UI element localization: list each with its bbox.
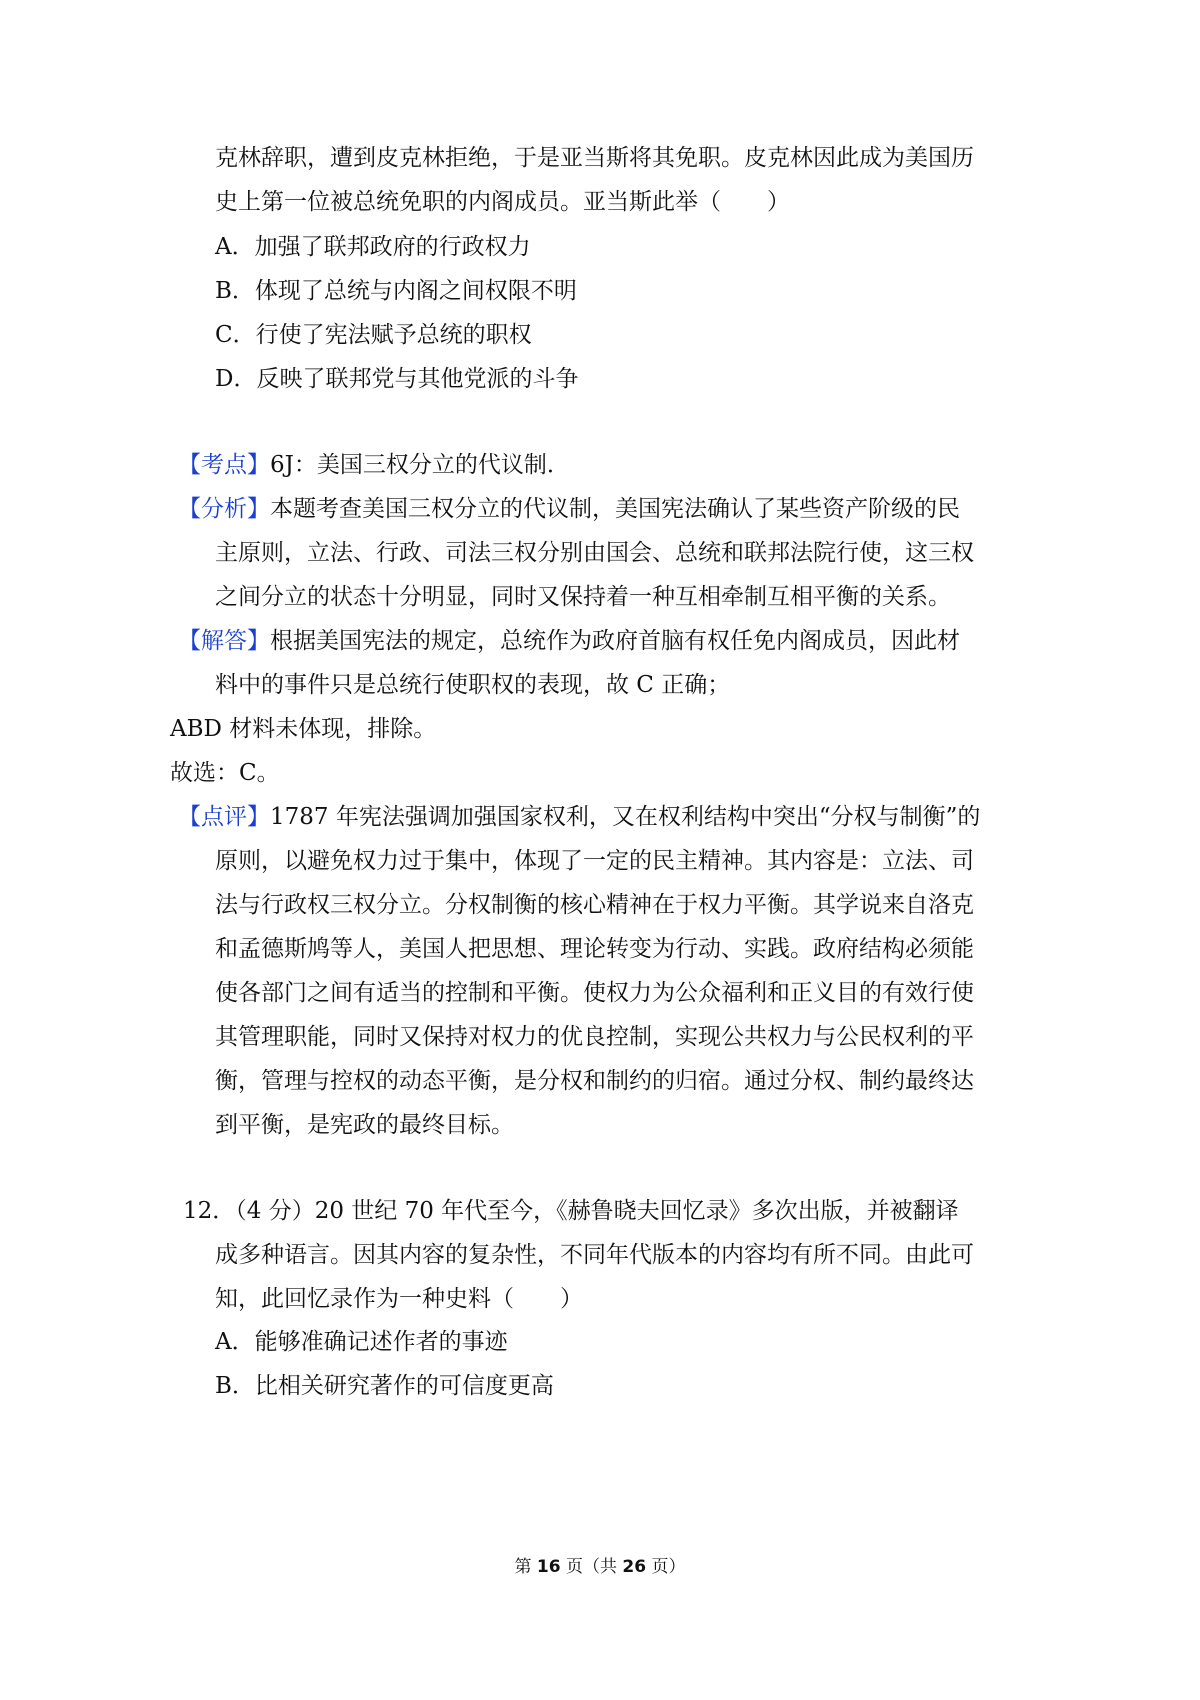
q11-stem-line-2: 史上第一位被总统免职的内阁成员。亚当斯此举（ ） — [215, 189, 790, 215]
fenxi-line-1 — [178, 494, 960, 524]
q11-option-a: A．加强了联邦政府的行政权力 — [215, 234, 531, 260]
jieda-line-1 — [178, 626, 960, 656]
jieda-line-2: 料中的事件只是总统行使职权的表现，故 C 正确； — [215, 672, 731, 698]
footer-suffix: 页） — [646, 1557, 686, 1577]
page-footer — [0, 1555, 1200, 1579]
dianping-line-6: 其管理职能，同时又保持对权力的优良控制，实现公共权力与公民权利的平 — [215, 1024, 974, 1050]
dianping-line-2: 原则，以避免权力过于集中，体现了一定的民主精神。其内容是：立法、司 — [215, 848, 974, 874]
answer-line: 故选：C。 — [170, 760, 280, 786]
fenxi-text-1: 本题考查美国三权分立的代议制，美国宪法确认了某些资产阶级的民 — [270, 496, 960, 522]
fenxi-line-3: 之间分立的状态十分明显，同时又保持着一种互相牵制互相平衡的关系。 — [215, 584, 951, 610]
q12-stem-line-1: 12．（4 分）20 世纪 70 年代至今，《赫鲁晓夫回忆录》多次出版，并被翻译 — [183, 1198, 959, 1224]
dianping-line-4: 和孟德斯鸠等人，美国人把思想、理论转变为行动、实践。政府结构必须能 — [215, 936, 974, 962]
q12-stem-line-2: 成多种语言。因其内容的复杂性，不同年代版本的内容均有所不同。由此可 — [215, 1242, 974, 1268]
dianping-line-3: 法与行政权三权分立。分权制衡的核心精神在于权力平衡。其学说来自洛克 — [215, 892, 974, 918]
kaodian-line — [178, 450, 570, 480]
q12-option-a: A．能够准确记述作者的事迹 — [215, 1329, 508, 1355]
jieda-text-1: 根据美国宪法的规定，总统作为政府首脑有权任免内阁成员，因此材 — [270, 628, 960, 654]
q12-stem-line-3: 知，此回忆录作为一种史料（ ） — [215, 1286, 583, 1312]
dianping-tag: 【点评】 — [178, 804, 270, 830]
footer-middle: 页（共 — [560, 1557, 623, 1577]
dianping-text-1: 1787 年宪法强调加强国家权利，又在权利结构中突出“分权与制衡”的 — [270, 804, 981, 830]
q11-option-d: D．反映了联邦党与其他党派的斗争 — [215, 366, 579, 392]
q11-option-c: C．行使了宪法赋予总统的职权 — [215, 322, 532, 348]
kaodian-tag: 【考点】 — [178, 452, 270, 478]
q11-option-b: B．体现了总统与内阁之间权限不明 — [215, 278, 577, 304]
fenxi-line-2: 主原则，立法、行政、司法三权分别由国会、总统和联邦法院行使，这三权 — [215, 540, 974, 566]
dianping-line-1 — [178, 802, 980, 832]
footer-prefix: 第 — [514, 1557, 537, 1577]
q11-stem-line-1: 克林辞职，遭到皮克林拒绝，于是亚当斯将其免职。皮克林因此成为美国历 — [215, 145, 974, 171]
jieda-tag: 【解答】 — [178, 628, 270, 654]
fenxi-tag: 【分析】 — [178, 496, 270, 522]
abd-line: ABD 材料未体现，排除。 — [170, 716, 437, 742]
dianping-line-5: 使各部门之间有适当的控制和平衡。使权力为公众福利和正义目的有效行使 — [215, 980, 974, 1006]
dianping-line-7: 衡，管理与控权的动态平衡，是分权和制约的归宿。通过分权、制约最终达 — [215, 1068, 974, 1094]
q12-option-b: B．比相关研究著作的可信度更高 — [215, 1373, 554, 1399]
dianping-line-8: 到平衡，是宪政的最终目标。 — [215, 1112, 514, 1138]
kaodian-text: 6J：美国三权分立的代议制． — [270, 452, 570, 478]
footer-page-number: 16 — [536, 1557, 561, 1577]
footer-total-pages: 26 — [622, 1557, 647, 1577]
